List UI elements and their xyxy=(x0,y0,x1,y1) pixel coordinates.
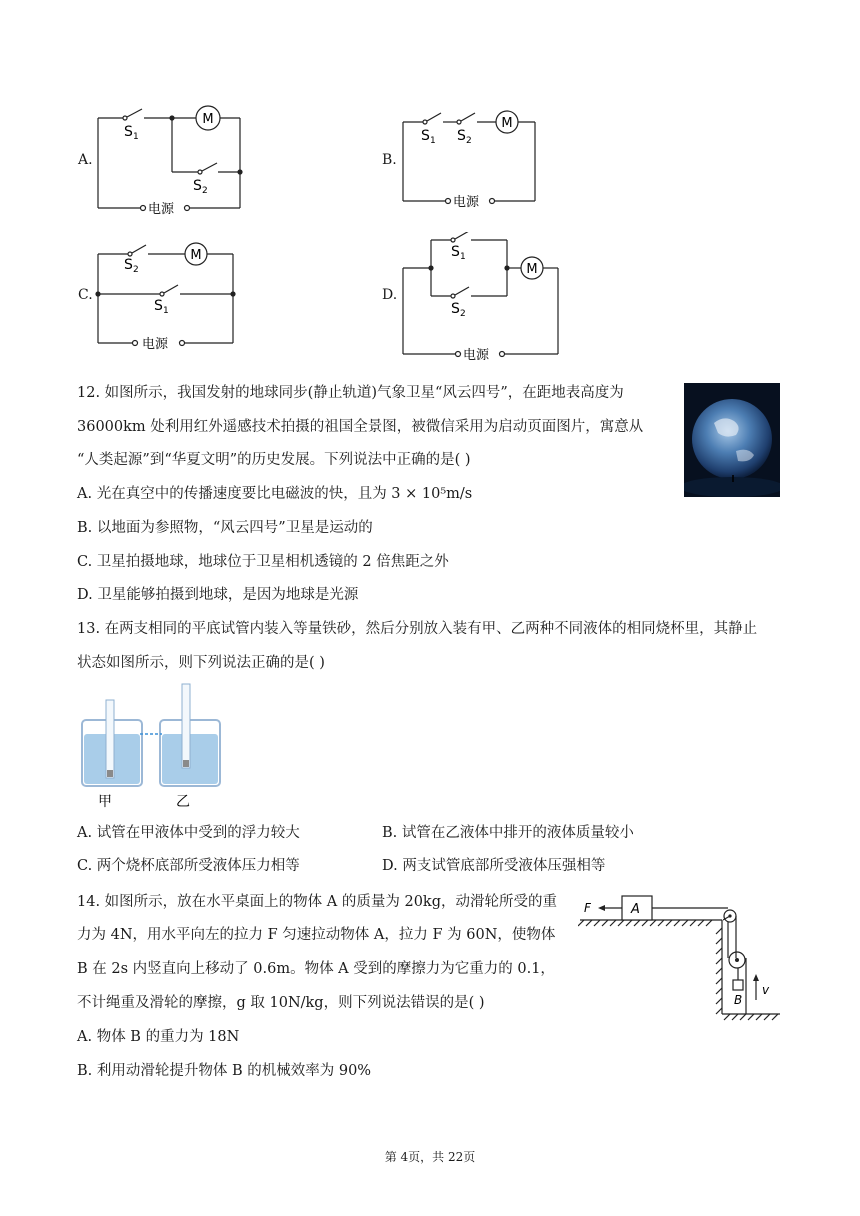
circuit-diagram-b xyxy=(395,108,545,213)
switch-s2-label: S xyxy=(124,257,133,273)
q13-option-c: C. 两个烧杯底部所受液体压力相等 xyxy=(77,858,300,874)
switch-s1-subscript: 1 xyxy=(430,136,436,146)
page-footer: 第 4页，共 22页 xyxy=(384,1150,476,1164)
force-f-label: F xyxy=(584,901,591,915)
motor-label: M xyxy=(202,112,214,127)
circuit-diagram-c xyxy=(90,238,250,356)
beaker-diagram xyxy=(78,680,228,814)
q13-stem-line-2: 状态如图所示，则下列说法正确的是( ) xyxy=(77,655,325,671)
pulley-diagram xyxy=(578,888,784,1028)
switch-s1-subscript: 1 xyxy=(460,252,466,262)
beaker-label-yi: 乙 xyxy=(176,794,190,810)
switch-s2-label: S xyxy=(457,128,466,144)
power-label: 电源 xyxy=(463,348,490,360)
q12-stem-line-3: “人类起源”到“华夏文明”的历史发展。下列说法中正确的是( ) xyxy=(77,452,471,468)
circuit-diagram-a xyxy=(90,98,260,218)
power-label: 电源 xyxy=(148,202,175,217)
motor-label: M xyxy=(190,248,202,263)
q12-stem-line-1: 12. 如图所示，我国发射的地球同步(静止轨道)气象卫星“风云四号”，在距地表高度为 xyxy=(77,385,624,401)
switch-s1-label: S xyxy=(124,124,133,140)
beaker-label-jia: 甲 xyxy=(98,794,112,810)
switch-s1-subscript: 1 xyxy=(133,132,139,142)
switch-s2-subscript: 2 xyxy=(460,309,466,319)
switch-s1-label: S xyxy=(451,244,460,260)
q12-stem-line-2: 36000km 处利用红外遥感技术拍摄的祖国全景图，被微信采用为启动页面图片，寓意从 xyxy=(77,419,644,435)
option-b-label: B. xyxy=(382,152,397,168)
option-c-label: C. xyxy=(78,287,93,303)
q14-stem-line-3: B 在 2s 内竖直向上移动了 0.6m。物体 A 受到的摩擦力为它重力的 0.1， xyxy=(77,961,555,977)
q14-option-b: B. 利用动滑轮提升物体 B 的机械效率为 90% xyxy=(77,1063,372,1079)
circuit-diagram-d xyxy=(395,232,565,360)
switch-s1-label: S xyxy=(154,298,163,314)
option-a-label: A. xyxy=(78,152,93,168)
power-label: 电源 xyxy=(142,337,169,352)
block-b-label: B xyxy=(734,993,743,1007)
earth-photo xyxy=(684,383,780,497)
switch-s2-label: S xyxy=(451,301,460,317)
q13-option-a: A. 试管在甲液体中受到的浮力较大 xyxy=(77,825,300,841)
switch-s1-subscript: 1 xyxy=(163,306,169,316)
option-d-label: D. xyxy=(382,287,398,303)
q12-option-b: B. 以地面为参照物，“风云四号”卫星是运动的 xyxy=(77,520,373,536)
power-label: 电源 xyxy=(453,195,480,210)
q12-option-a: A. 光在真空中的传播速度要比电磁波的快，且为 3 × 10⁵m/s xyxy=(77,486,473,502)
q12-option-d: D. 卫星能够拍摄到地球，是因为地球是光源 xyxy=(77,587,359,603)
q13-option-b: B. 试管在乙液体中排开的液体质量较小 xyxy=(382,825,634,841)
switch-s1-label: S xyxy=(421,128,430,144)
switch-s2-subscript: 2 xyxy=(202,186,208,196)
q14-option-a: A. 物体 B 的重力为 18N xyxy=(77,1029,240,1045)
switch-s2-subscript: 2 xyxy=(133,265,139,275)
motor-label: M xyxy=(501,116,513,131)
q14-stem-line-2: 力为 4N，用水平向左的拉力 F 匀速拉动物体 A，拉力 F 为 60N，使物体 xyxy=(77,927,556,943)
q14-stem-line-4: 不计绳重及滑轮的摩擦，g 取 10N/kg，则下列说法错误的是( ) xyxy=(77,995,485,1011)
switch-s2-subscript: 2 xyxy=(466,136,472,146)
q13-stem-line-1: 13. 在两支相同的平底试管内装入等量铁砂，然后分别放入装有甲、乙两种不同液体的相同烧杯里，其静止 xyxy=(77,621,758,637)
velocity-v-label: v xyxy=(762,983,770,997)
q14-stem-line-1: 14. 如图所示，放在水平桌面上的物体 A 的质量为 20kg，动滑轮所受的重 xyxy=(77,894,557,910)
q12-option-c: C. 卫星拍摄地球，地球位于卫星相机透镜的 2 倍焦距之外 xyxy=(77,554,449,570)
motor-label: M xyxy=(526,262,538,277)
block-a-label: A xyxy=(631,902,640,917)
switch-s2-label: S xyxy=(193,178,202,194)
q13-option-d: D. 两支试管底部所受液体压强相等 xyxy=(382,858,606,874)
